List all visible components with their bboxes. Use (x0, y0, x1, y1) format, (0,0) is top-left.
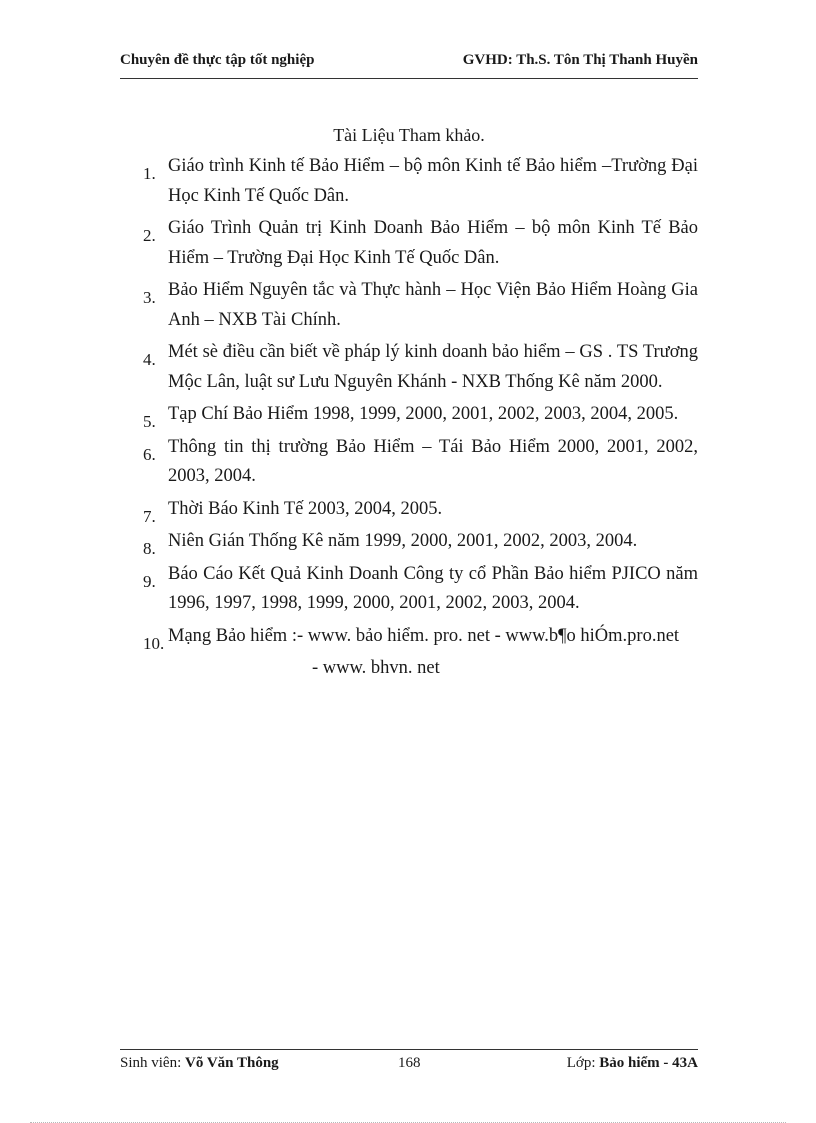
header-rule (120, 78, 698, 79)
references-list (143, 152, 698, 654)
reference-item (143, 622, 698, 652)
reference-text: Giáo Trình Quản trị Kinh Doanh Bảo Hiểm – bộ môn Kinh Tế Bảo Hiểm – Trường Đại Học Kinh Tế Quốc Dân. (168, 218, 698, 268)
footer-student-name: Võ Văn Thông (185, 1055, 279, 1071)
footer-rule (120, 1049, 698, 1050)
reference-number: 10. (143, 633, 165, 653)
reference-text: Báo Cáo Kết Quả Kinh Doanh Công ty cổ Phần Bảo hiểm PJICO năm 1996, 1997, 1998, 1999, 2000, 2001, 2002, 2003, 2004. (168, 563, 698, 613)
reference-number: 9. (143, 571, 156, 591)
reference-text: Mét sè điều cần biết về pháp lý kinh doanh bảo hiểm – GS . TS Trương Mộc Lân, luật sư Lưu Nguyên Khánh - NXB Thống Kê năm 2000. (168, 342, 698, 392)
header-document-title: Chuyên đề thực tập tốt nghiệp (120, 52, 315, 68)
footer-class-name: Bảo hiểm - 43A (599, 1055, 698, 1071)
reference-item (143, 276, 698, 335)
reference-item (143, 400, 698, 430)
reference-text: Thông tin thị trường Bảo Hiểm – Tái Bảo Hiểm 2000, 2001, 2002, 2003, 2004. (168, 436, 698, 486)
reference-number: 3. (143, 288, 156, 307)
reference-number: 4. (143, 350, 156, 369)
reference-text: Thời Báo Kinh Tế 2003, 2004, 2005. (168, 498, 443, 519)
footer-class (567, 1055, 698, 1072)
reference-item (143, 560, 698, 619)
reference-item (143, 152, 698, 211)
reference-continuation: - www. bhvn. net (312, 658, 440, 678)
reference-text: Niên Gián Thống Kê năm 1999, 2000, 2001, 2002, 2003, 2004. (168, 531, 638, 551)
reference-number: 8. (143, 539, 156, 558)
footer-class-label: Lớp: (566, 1055, 596, 1071)
reference-item (143, 433, 698, 492)
reference-number: 6. (143, 444, 156, 464)
footer-student (120, 1055, 279, 1072)
header-supervisor: GVHD: Th.S. Tôn Thị Thanh Huyền (462, 52, 698, 68)
reference-item (143, 495, 698, 525)
reference-text: Giáo trình Kinh tế Bảo Hiểm – bộ môn Kinh tế Bảo hiểm –Trường Đại Học Kinh Tế Quốc Dân. (168, 156, 698, 206)
reference-number: 5. (143, 412, 156, 431)
references-title: Tài Liệu Tham khảo. (333, 125, 485, 145)
reference-item (143, 527, 698, 557)
reference-text: Bảo Hiểm Nguyên tắc và Thực hành – Học Viện Bảo Hiểm Hoàng Gia Anh – NXB Tài Chính. (168, 280, 698, 330)
footer-student-label: Sinh viên: (120, 1055, 182, 1071)
reference-number: 7. (143, 506, 156, 526)
reference-text: Tạp Chí Bảo Hiểm 1998, 1999, 2000, 2001, 2002, 2003, 2004, 2005. (168, 404, 679, 424)
reference-item (143, 214, 698, 273)
reference-number: 2. (143, 226, 156, 245)
reference-text: Mạng Bảo hiểm :- www. bảo hiểm. pro. net - www.b¶o hiÓm.pro.net (168, 625, 680, 646)
reference-number: 1. (143, 164, 156, 183)
reference-item (143, 338, 698, 397)
page-number: 168 (398, 1055, 421, 1071)
